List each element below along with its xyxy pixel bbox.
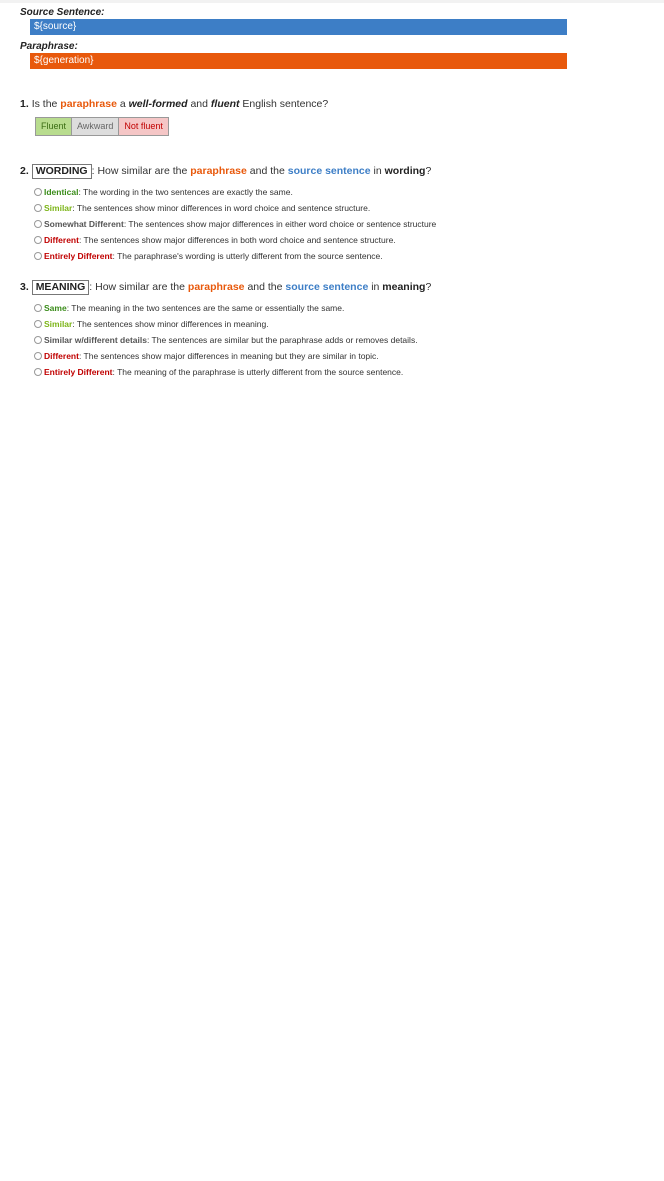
well-formed-highlight: well-formed <box>128 98 188 110</box>
meaning-option-entirely-different[interactable] <box>34 364 580 380</box>
option-label: Similar <box>44 203 73 213</box>
option-label: Different <box>44 235 79 245</box>
radio-button[interactable] <box>34 368 42 376</box>
question-text: English sentence? <box>239 98 329 110</box>
option-description: : The sentences show minor differences in meaning. <box>72 319 269 329</box>
source-sentence-highlight: source sentence <box>287 165 371 177</box>
radio-button[interactable] <box>34 220 42 228</box>
meaning-tag: MEANING <box>32 280 90 295</box>
wording-option-similar[interactable] <box>34 200 580 216</box>
radio-button[interactable] <box>34 304 42 312</box>
option-description: : The meaning of the paraphrase is utterly different from the source sentence. <box>112 367 404 377</box>
option-label: Entirely Different <box>44 251 113 261</box>
question-text: ? <box>425 165 432 177</box>
radio-button[interactable] <box>34 320 42 328</box>
option-description: : The sentences show major differences in either word choice or sentence structure <box>123 219 437 229</box>
question-text: : How similar are the <box>91 165 191 177</box>
wording-options <box>34 184 580 264</box>
option-label: Different <box>44 351 79 361</box>
option-label: Same <box>44 303 67 313</box>
radio-button[interactable] <box>34 352 42 360</box>
wording-option-different[interactable] <box>34 232 580 248</box>
option-description: : The sentences show major differences in meaning but they are similar in topic. <box>78 351 379 361</box>
option-label: Entirely Different <box>44 367 113 377</box>
fluency-button-group <box>35 117 169 136</box>
fluent-highlight: fluent <box>210 98 240 110</box>
meaning-option-different[interactable] <box>34 348 580 364</box>
radio-button[interactable] <box>34 236 42 244</box>
question-number: 2. <box>20 165 29 177</box>
meaning-keyword: meaning <box>382 281 426 293</box>
fluent-button[interactable]: Fluent <box>36 118 72 135</box>
source-sentence-bar: ${source} <box>30 19 567 35</box>
paraphrase-bar: ${generation} <box>30 53 567 69</box>
paraphrase-highlight: paraphrase <box>60 98 117 110</box>
question-2 <box>20 164 580 179</box>
paraphrase-highlight: paraphrase <box>187 281 245 293</box>
source-label: Source Sentence: <box>20 7 105 18</box>
source-sentence-highlight: source sentence <box>285 281 369 293</box>
option-label: Somewhat Different <box>44 219 124 229</box>
top-divider <box>0 0 664 3</box>
wording-tag: WORDING <box>32 164 92 179</box>
option-description: : The sentences are similar but the paraphrase adds or removes details. <box>146 335 418 345</box>
not-fluent-button[interactable]: Not fluent <box>119 118 168 135</box>
option-description: : The sentences show minor differences in word choice and sentence structure. <box>72 203 371 213</box>
option-description: : The meaning in the two sentences are the same or essentially the same. <box>66 303 345 313</box>
option-label: Similar <box>44 319 73 329</box>
question-text: in <box>370 165 385 177</box>
question-3 <box>20 280 580 295</box>
question-text: a <box>116 98 129 110</box>
wording-keyword: wording <box>384 165 426 177</box>
meaning-option-same[interactable] <box>34 300 580 316</box>
question-text: and <box>187 98 211 110</box>
radio-button[interactable] <box>34 336 42 344</box>
question-text: in <box>368 281 383 293</box>
paraphrase-highlight: paraphrase <box>190 165 247 177</box>
option-description: : The paraphrase's wording is utterly different from the source sentence. <box>112 251 383 261</box>
option-label: Identical <box>44 187 79 197</box>
radio-button[interactable] <box>34 252 42 260</box>
option-description: : The sentences show major differences in both word choice and sentence structure. <box>78 235 396 245</box>
radio-button[interactable] <box>34 204 42 212</box>
option-description: : The wording in the two sentences are exactly the same. <box>78 187 293 197</box>
paraphrase-label: Paraphrase: <box>20 41 78 52</box>
question-text: : How similar are the <box>89 281 188 293</box>
wording-option-entirely-different[interactable] <box>34 248 580 264</box>
question-text: and the <box>244 281 286 293</box>
task-content <box>20 7 580 380</box>
question-1 <box>20 97 580 111</box>
awkward-button[interactable]: Awkward <box>72 118 119 135</box>
option-label: Similar w/different details <box>44 335 147 345</box>
meaning-option-similar[interactable] <box>34 316 580 332</box>
wording-option-identical[interactable] <box>34 184 580 200</box>
wording-option-somewhat-different[interactable] <box>34 216 580 232</box>
question-number: 1. <box>20 98 29 110</box>
meaning-option-similar-different-details[interactable] <box>34 332 580 348</box>
question-text: ? <box>425 281 432 293</box>
radio-button[interactable] <box>34 188 42 196</box>
meaning-options <box>34 300 580 380</box>
question-text: and the <box>246 165 288 177</box>
question-number: 3. <box>20 281 29 293</box>
question-text: Is the <box>31 98 61 110</box>
